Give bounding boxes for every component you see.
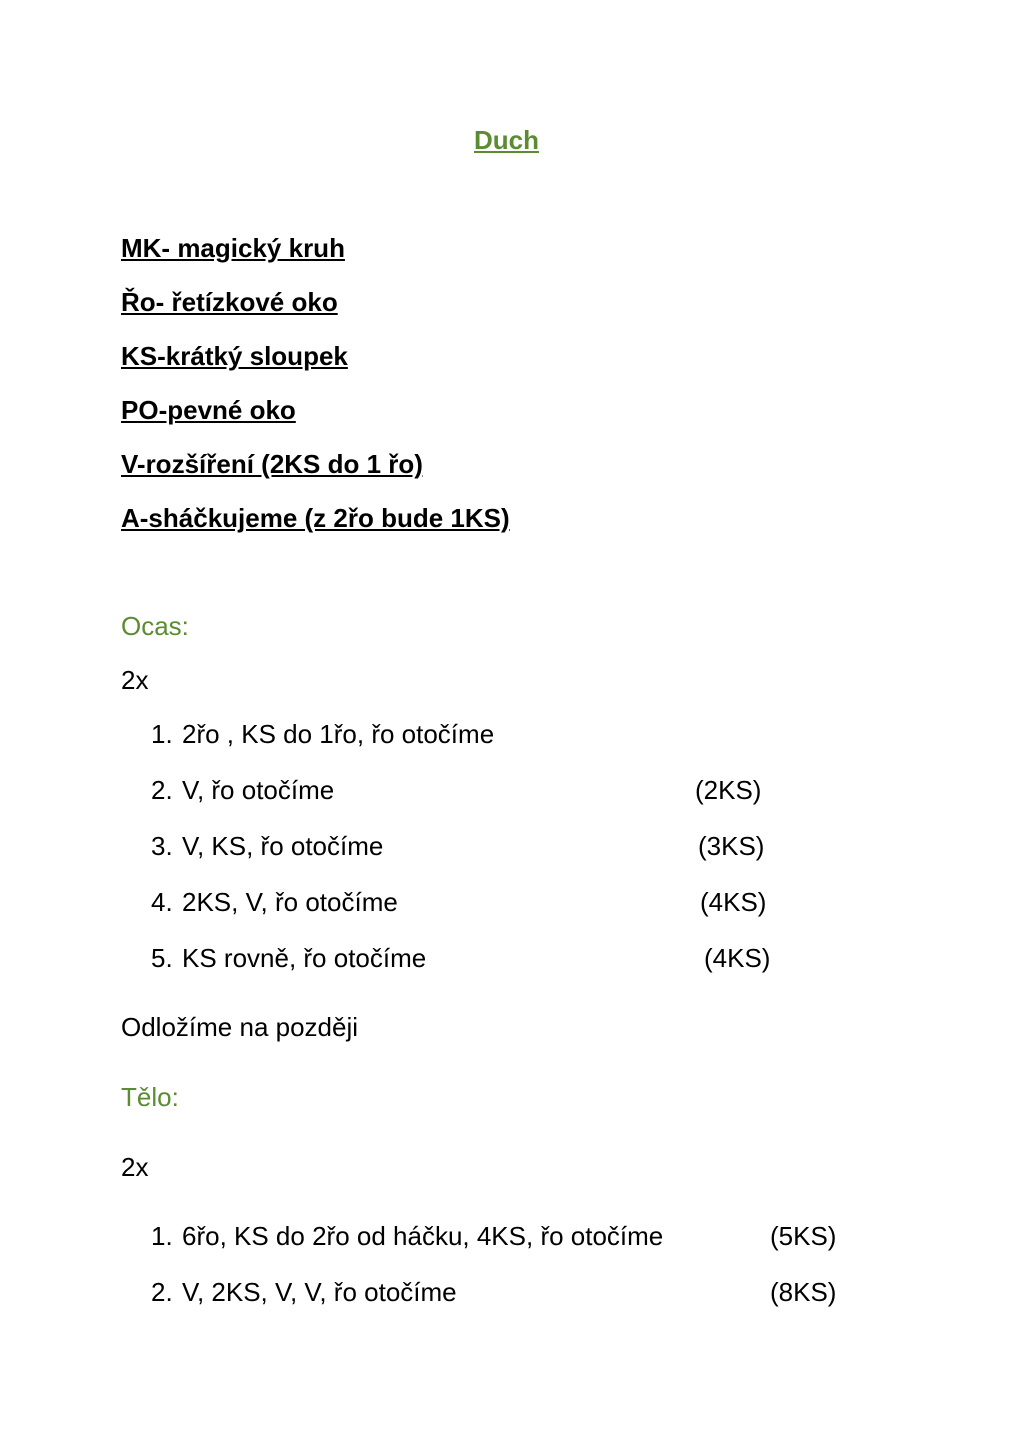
document-title: Duch <box>474 125 539 155</box>
ocas-note: Odložíme na později <box>121 1012 359 1042</box>
ocas-step <box>151 942 426 974</box>
step-text: 2KS, V, řo otočíme <box>182 887 398 917</box>
stitch-count: (3KS) <box>698 831 765 861</box>
ocas-step <box>151 774 334 806</box>
step-number: 4. <box>151 887 173 917</box>
legend-item-ro: Řo- řetízkové oko <box>121 287 338 317</box>
step-text: V, KS, řo otočíme <box>182 831 384 861</box>
step-text: V, řo otočíme <box>182 775 335 805</box>
ocas-step <box>151 886 398 918</box>
ocas-step <box>151 830 383 862</box>
legend-item-a: A-sháčkujeme (z 2řo bude 1KS) <box>121 503 510 533</box>
legend-item-v: V-rozšíření (2KS do 1 řo) <box>121 449 423 479</box>
step-number: 2. <box>151 775 173 805</box>
section-heading-ocas: Ocas: <box>121 611 189 641</box>
step-number: 3. <box>151 831 173 861</box>
legend-item-mk: MK- magický kruh <box>121 233 345 263</box>
step-text: KS rovně, řo otočíme <box>182 943 427 973</box>
stitch-count: (5KS) <box>770 1221 837 1251</box>
repeat-count-telo: 2x <box>121 1152 149 1182</box>
step-number: 5. <box>151 943 173 973</box>
legend-item-ks: KS-krátký sloupek <box>121 341 348 371</box>
step-text: 6řo, KS do 2řo od háčku, 4KS, řo otočíme <box>182 1221 664 1251</box>
step-text: 2řo , KS do 1řo, řo otočíme <box>182 719 495 749</box>
repeat-count-ocas: 2x <box>121 665 149 695</box>
legend-item-po: PO-pevné oko <box>121 395 296 425</box>
stitch-count: (2KS) <box>695 775 762 805</box>
stitch-count: (4KS) <box>700 887 767 917</box>
stitch-count: (8KS) <box>770 1277 837 1307</box>
step-text: V, 2KS, V, V, řo otočíme <box>182 1277 457 1307</box>
stitch-count: (4KS) <box>704 943 771 973</box>
step-number: 1. <box>151 1221 173 1251</box>
ocas-step <box>151 718 494 750</box>
section-heading-telo: Tělo: <box>121 1082 179 1112</box>
telo-step <box>151 1276 457 1308</box>
step-number: 1. <box>151 719 173 749</box>
step-number: 2. <box>151 1277 173 1307</box>
telo-step <box>151 1220 663 1252</box>
